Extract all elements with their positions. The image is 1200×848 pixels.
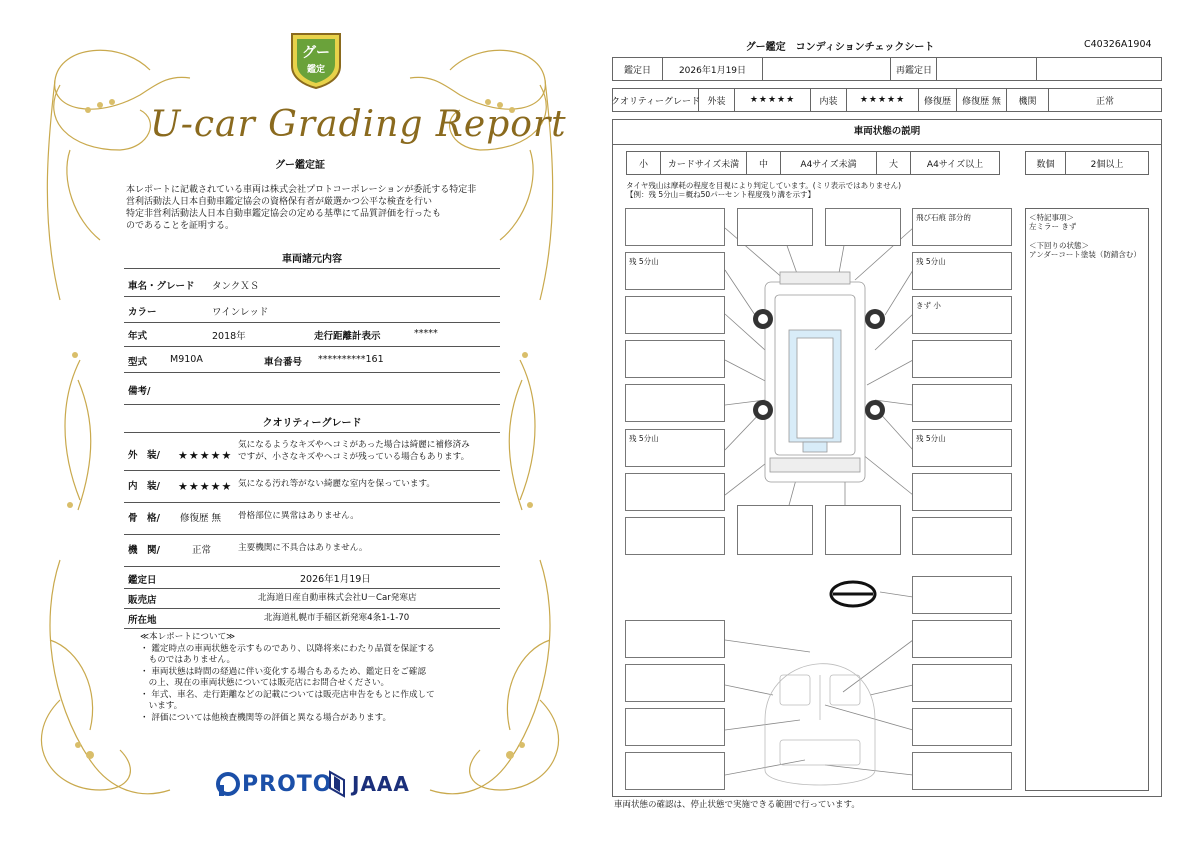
proto-logo-text: PROTO <box>242 771 333 797</box>
count-legend <box>1025 151 1149 175</box>
notes-block <box>140 632 510 724</box>
frame-value: 修復歴 無 <box>180 513 222 524</box>
spec-row-name <box>124 272 500 297</box>
condition-box <box>625 473 725 511</box>
condition-box <box>737 208 813 246</box>
specs-top-rule <box>124 268 500 269</box>
condition-box <box>912 208 1012 246</box>
condition-box <box>912 576 1012 614</box>
exterior-desc: ですが、小さなキズやヘコミが残っている場合もあります。 <box>238 452 470 462</box>
legend-large-desc: A4サイズ以上 <box>926 159 984 170</box>
repair-label: 修復歴 <box>919 89 957 111</box>
certificate-subtitle: グー鑑定証 <box>275 160 325 171</box>
condition-box <box>625 296 725 334</box>
condition-box <box>625 252 725 290</box>
appraisal-date-row <box>124 568 500 589</box>
quality-row-interior <box>124 472 500 503</box>
re-date-blank <box>1037 58 1161 80</box>
condition-box <box>912 252 1012 290</box>
spec-label: 車台番号 <box>264 357 303 368</box>
condition-box <box>912 384 1012 422</box>
tire-note: 残 5分山 <box>916 434 946 443</box>
underbody-title: ＜下回りの状態＞ <box>1029 241 1089 250</box>
condition-box <box>912 620 1012 658</box>
jaaa-logo <box>326 770 410 798</box>
spec-value: **********161 <box>318 354 384 365</box>
spec-value: ***** <box>414 328 438 339</box>
quality-row-engine <box>124 536 500 567</box>
condition-box <box>625 517 725 555</box>
legend-count: 数個 <box>1026 152 1066 174</box>
quality-label: 骨 格/ <box>128 513 160 524</box>
script-title: U-car Grading Report <box>150 104 567 145</box>
condition-box <box>912 752 1012 790</box>
jaaa-logo-text: JAAA <box>352 772 410 796</box>
date-value: 2026年1月19日 <box>663 58 763 80</box>
scratch-note: きず 小 <box>916 301 941 310</box>
legend-count-desc: 2個以上 <box>1090 159 1124 170</box>
sheet-footer: 車両状態の確認は、停止状態で実施できる範囲で行っています。 <box>614 800 860 810</box>
condition-box <box>625 429 725 467</box>
exterior-stars: ★★★★★ <box>178 449 233 462</box>
quality-heading: クオリティーグレード <box>262 418 362 429</box>
condition-box <box>625 384 725 422</box>
condition-box <box>625 708 725 746</box>
note-line: の上、現在の車両状態については販売店にお問合せください。 <box>140 678 390 688</box>
quality-label: 外 装/ <box>128 450 160 461</box>
exterior-desc: 気になるようなキズやヘコミがあった場合は綺麗に補修済み <box>238 440 470 450</box>
spec-label: 車名・グレード <box>128 281 195 292</box>
condition-box <box>912 664 1012 702</box>
steering-wheel-icon <box>831 582 875 606</box>
sheet-id: C40326A1904 <box>1084 39 1152 50</box>
date-row <box>612 57 1162 81</box>
chip-note: 飛び石痕 部分的 <box>916 213 971 222</box>
special-note-item: 左ミラー きず <box>1029 222 1077 231</box>
legend-medium: 中 <box>747 152 781 174</box>
appraisal-date: 2026年1月19日 <box>300 574 371 585</box>
info-label: 所在地 <box>128 615 157 626</box>
note-line: ・ 車両状態は時間の経過に伴い変化する場合もあるため、鑑定日をご確認 <box>140 666 426 677</box>
spec-value: タンクＸＳ <box>212 281 260 292</box>
interior-desc: 気になる汚れ等がない綺麗な室内を保っています。 <box>238 479 435 489</box>
spec-row-year <box>124 322 500 347</box>
special-notes-title: ＜特記事項＞ <box>1029 213 1074 222</box>
condition-box <box>625 752 725 790</box>
qg-label: クオリティーグレード <box>613 89 699 111</box>
goo-appraisal-badge <box>288 30 344 90</box>
engine-value: 正常 <box>1095 96 1114 107</box>
condition-box <box>912 429 1012 467</box>
tire-note-2: 【例：残 5分山＝概ね50パーセント程度残り溝を示す】 <box>626 190 816 199</box>
quality-row-exterior <box>124 436 500 471</box>
sheet-title: グー鑑定 コンディションチェックシート <box>745 42 935 53</box>
date-label: 鑑定日 <box>613 58 663 80</box>
badge-line2: 鑑定 <box>306 65 325 75</box>
badge-line1: グー <box>302 45 330 61</box>
condition-box <box>825 208 901 246</box>
legend-large: 大 <box>877 152 911 174</box>
quality-row-frame <box>124 504 500 535</box>
condition-box <box>912 708 1012 746</box>
ext-label: 外装 <box>699 89 735 111</box>
intro-line: 本レポートに記載されている車両は株式会社プロトコーポレーションが委託する特定非 <box>126 185 477 195</box>
engine-desc: 主要機関に不具合はありません。 <box>238 543 368 553</box>
quality-label: 機 関/ <box>128 545 160 556</box>
legend-small-desc: カードサイズ未満 <box>661 152 747 174</box>
proto-mark-icon <box>216 771 242 797</box>
tire-note-1: タイヤ残山は摩耗の程度を目視により判定しています。(ミリ表示ではありません) <box>626 181 902 190</box>
note-line: ものではありません。 <box>140 655 236 665</box>
tire-note: 残 5分山 <box>629 434 659 443</box>
condition-box <box>625 664 725 702</box>
tire-note: 残 5分山 <box>916 257 946 266</box>
spec-row-color <box>124 298 500 323</box>
intro-line: 営利活動法人日本自動車鑑定協会の資格保有者が厳選かつ公平な検査を行い <box>126 197 433 207</box>
spec-label: 備考/ <box>128 386 151 397</box>
spec-row-remarks <box>124 376 500 405</box>
state-heading: 車両状態の説明 <box>613 120 1161 145</box>
legend-medium-desc: A4サイズ未満 <box>781 152 877 174</box>
address-row <box>124 608 500 629</box>
condition-box <box>737 505 813 555</box>
specs-heading: 車両諸元内容 <box>282 254 342 265</box>
spec-value: M910A <box>170 354 203 365</box>
underbody-item: アンダーコート塗装（防錆含む） <box>1029 250 1141 259</box>
dealer-name: 北海道日産自動車株式会社U－Car発寒店 <box>258 593 417 603</box>
engine-value: 正常 <box>192 545 212 556</box>
intro-line: のであることを証明する。 <box>126 221 235 231</box>
grade-row <box>612 88 1162 112</box>
note-line: ・ 年式、車名、走行距離などの記載については販売店申告をもとに作成して <box>140 689 435 700</box>
tire-note: 残 5分山 <box>629 257 659 266</box>
spec-value: 2018年 <box>212 331 246 342</box>
condition-box <box>625 340 725 378</box>
date-blank <box>763 58 891 80</box>
repair-value: 修復歴 無 <box>957 89 1007 111</box>
condition-box <box>825 505 901 555</box>
spec-value: ワインレッド <box>212 307 269 318</box>
spec-label: 年式 <box>128 331 148 342</box>
interior-stars: ★★★★★ <box>178 480 233 493</box>
dealer-address: 北海道札幌市手稲区新発寒4条1-1-70 <box>264 613 410 623</box>
spec-label: 走行距離計表示 <box>314 331 381 342</box>
notes-title: ≪本レポートについて≫ <box>140 632 236 642</box>
info-label: 販売店 <box>128 595 157 606</box>
int-stars: ★★★★★ <box>847 89 919 111</box>
condition-box <box>625 208 725 246</box>
note-line: ・ 鑑定時点の車両状態を示すものであり、以降将来にわたり品質を保証する <box>140 643 435 654</box>
re-date-label: 再鑑定日 <box>891 58 937 80</box>
condition-box <box>912 517 1012 555</box>
special-notes-box <box>1025 208 1149 791</box>
jaaa-mark-icon <box>326 770 348 798</box>
condition-box <box>912 473 1012 511</box>
quality-label: 内 装/ <box>128 481 160 492</box>
size-legend <box>626 151 1000 175</box>
quality-top-rule <box>124 432 500 433</box>
dealer-row <box>124 588 500 609</box>
note-line: います。 <box>140 701 183 711</box>
legend-small: 小 <box>627 152 661 174</box>
spec-label: 型式 <box>128 357 148 368</box>
int-label: 内装 <box>811 89 847 111</box>
re-date-value <box>937 58 1037 80</box>
intro-paragraph <box>126 184 506 232</box>
info-label: 鑑定日 <box>128 575 157 586</box>
condition-box <box>912 340 1012 378</box>
intro-line: 特定非営利活動法人日本自動車鑑定協会の定める基準にて品質評価を行ったも <box>126 209 442 219</box>
spec-row-model <box>124 348 500 373</box>
ext-stars: ★★★★★ <box>735 89 811 111</box>
condition-box <box>625 620 725 658</box>
spec-label: カラー <box>128 307 157 318</box>
engine-label: 機関 <box>1007 89 1049 111</box>
proto-logo <box>216 771 332 797</box>
frame-desc: 骨格部位に異常はありません。 <box>238 511 359 521</box>
note-line: ・ 評価については他検査機関等の評価と異なる場合があります。 <box>140 712 392 723</box>
condition-box <box>912 296 1012 334</box>
